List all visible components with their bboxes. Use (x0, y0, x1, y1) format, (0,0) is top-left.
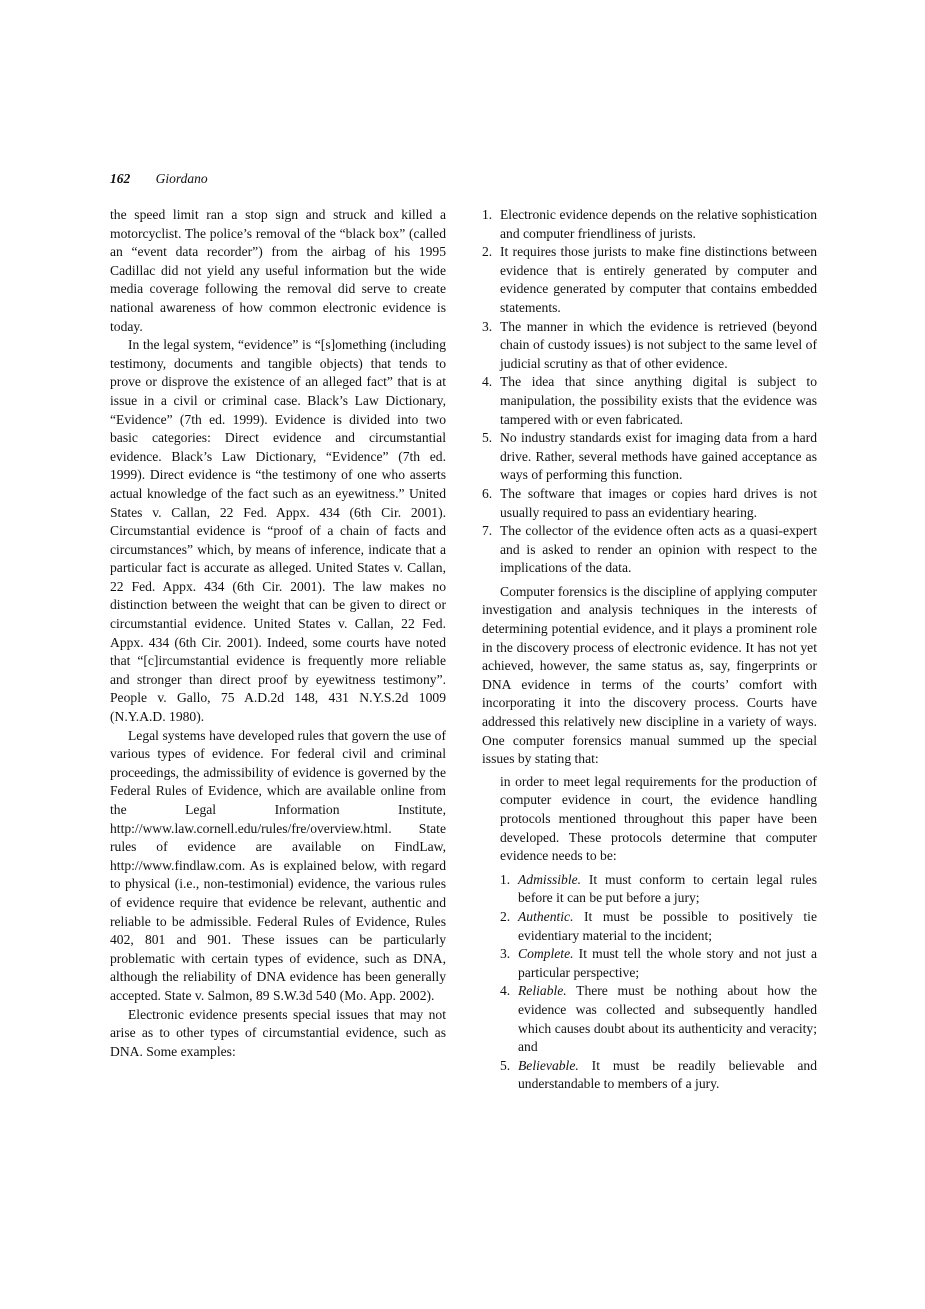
page-number: 162 (110, 171, 131, 186)
criteria-list (500, 871, 817, 1094)
list-item: 3. Complete. It must tell the whole story and not just a particular perspective; (500, 946, 817, 980)
paragraph-evidence-definition: In the legal system, “evidence” is “[s]omething (including testimony, documents and tangible objects) that tends to prove or disprove the existence of an alleged fact” that is at issue in a civil or criminal case. Black’s Law Dictionary, “Evidence” (7th ed. 1999). Evidence is divided into two basic categories: Direct evidence and circumstantial evidence. Black’s Law Dictionary, “Evidence” (7th ed. 1999). Direct evidence is “the testimony of one who asserts actual knowledge of the fact such as an eyewitness.” United States v. Callan, 22 Fed. Appx. 434 (6th Cir. 2001). Circumstantial evidence is “proof of a chain of facts and circumstances” which, by means of inference, indicate that a particular fact is accurate as alleged. United States v. Callan, 22 Fed. Appx. 434 (6th Cir. 2001). The law makes no distinction between the weight that can be given to direct or circumstantial evidence. United States v. Callan, 22 Fed. Appx. 434 (6th Cir. 2001). Indeed, some courts have noted that “[c]ircumstantial evidence is frequently more reliable and stronger than direct proof by eyewitness testimony”. People v. Gallo, 75 A.D.2d 148, 431 N.Y.S.2d 1009 (N.Y.A.D. 1980). (110, 337, 446, 725)
paragraph-electronic-evidence: Electronic evidence presents special issues that may not arise as to other types of circumstantial evidence, such as DNA. Some examples: (110, 1006, 446, 1059)
list-item: 5. Believable. It must be readily believable and understandable to members of a jury. (500, 1057, 817, 1092)
list-item: 1. Electronic evidence depends on the relative sophistication and computer friendliness of jurists. (482, 207, 817, 241)
quote-intro: in order to meet legal requirements for the production of computer evidence in court, the evidence handling protocols mentioned throughout this paper have been developed. These protocols determine that computer evidence needs to be: (500, 773, 817, 864)
list-item: 7. The collector of the evidence often acts as a quasi-expert and is asked to render an opinion with respect to the implications of the data. (482, 523, 817, 576)
list-item: 3. The manner in which the evidence is retrieved (beyond chain of custody issues) is not subject to the same level of judicial scrutiny as that of other evidence. (482, 318, 817, 371)
running-header (110, 171, 208, 187)
block-quote (500, 773, 817, 1094)
list-item: 2. It requires those jurists to make fine distinctions between evidence that is entirely generated by computer and evidence generated by computer that contains embedded statements. (482, 244, 817, 315)
list-item: 6. The software that images or copies hard drives is not usually required to pass an evidentiary hearing. (482, 485, 817, 520)
left-column (110, 206, 446, 1061)
list-item: 1. Admissible. It must conform to certain legal rules before it can be put before a jury; (500, 871, 817, 906)
list-item: 4. The idea that since anything digital is subject to manipulation, the possibility exists that the evidence was tampered with or even fabricated. (482, 374, 817, 427)
paragraph-rules-of-evidence: Legal systems have developed rules that govern the use of various types of evidence. For federal civil and criminal proceedings, the admissibility of evidence is governed by the Federal Rules of Evidence, which are available online from the Legal Information Institute, http://www.law.cornell.edu/rules/fre/overview.html. State rules of evidence are available on FindLaw, http://www.findlaw.com. As is explained below, with regard to physical (i.e., non-testimonial) evidence, the various rules of evidence require that evidence be relevant, authentic and reliable to be admissible. Federal Rules of Evidence, Rules 402, 801 and 901. These issues can be particularly problematic with certain types of evidence, such as DNA, although the reliability of DNA evidence has been generally accepted. State v. Salmon, 89 S.W.3d 540 (Mo. App. 2002). (110, 727, 446, 1003)
list-item: 2. Authentic. It must be possible to positively tie evidentiary material to the incident; (500, 908, 817, 943)
paragraph-computer-forensics: Computer forensics is the discipline of applying computer investigation and analysis techniques in the interests of determining potential evidence, and it plays a prominent role in the discovery process of electronic evidence. It has not yet achieved, however, the same status as, say, fingerprints or DNA evidence in terms of the courts’ comfort with incorporating it into the discovery process. Courts have addressed this relatively new discipline in a variety of ways. One computer forensics manual summed up the special issues by stating that: (482, 583, 817, 767)
list-item: 5. No industry standards exist for imaging data from a hard drive. Rather, several methods have gained acceptance as ways of performing this function. (482, 430, 817, 483)
running-head-author: Giordano (155, 171, 208, 186)
examples-list (482, 206, 817, 578)
paragraph-continued: the speed limit ran a stop sign and struck and killed a motorcyclist. The police’s removal of the “black box” (called an “event data recorder”) from the airbag of his 1995 Cadillac did not yield any useful information but the wide media coverage following the removal did serve to create national awareness of how common electronic evidence is today. (110, 207, 446, 334)
list-item: 4. Reliable. There must be nothing about how the evidence was collected and subsequently handled which causes doubt about its authenticity and veracity; and (500, 983, 817, 1055)
right-column (482, 206, 817, 1094)
